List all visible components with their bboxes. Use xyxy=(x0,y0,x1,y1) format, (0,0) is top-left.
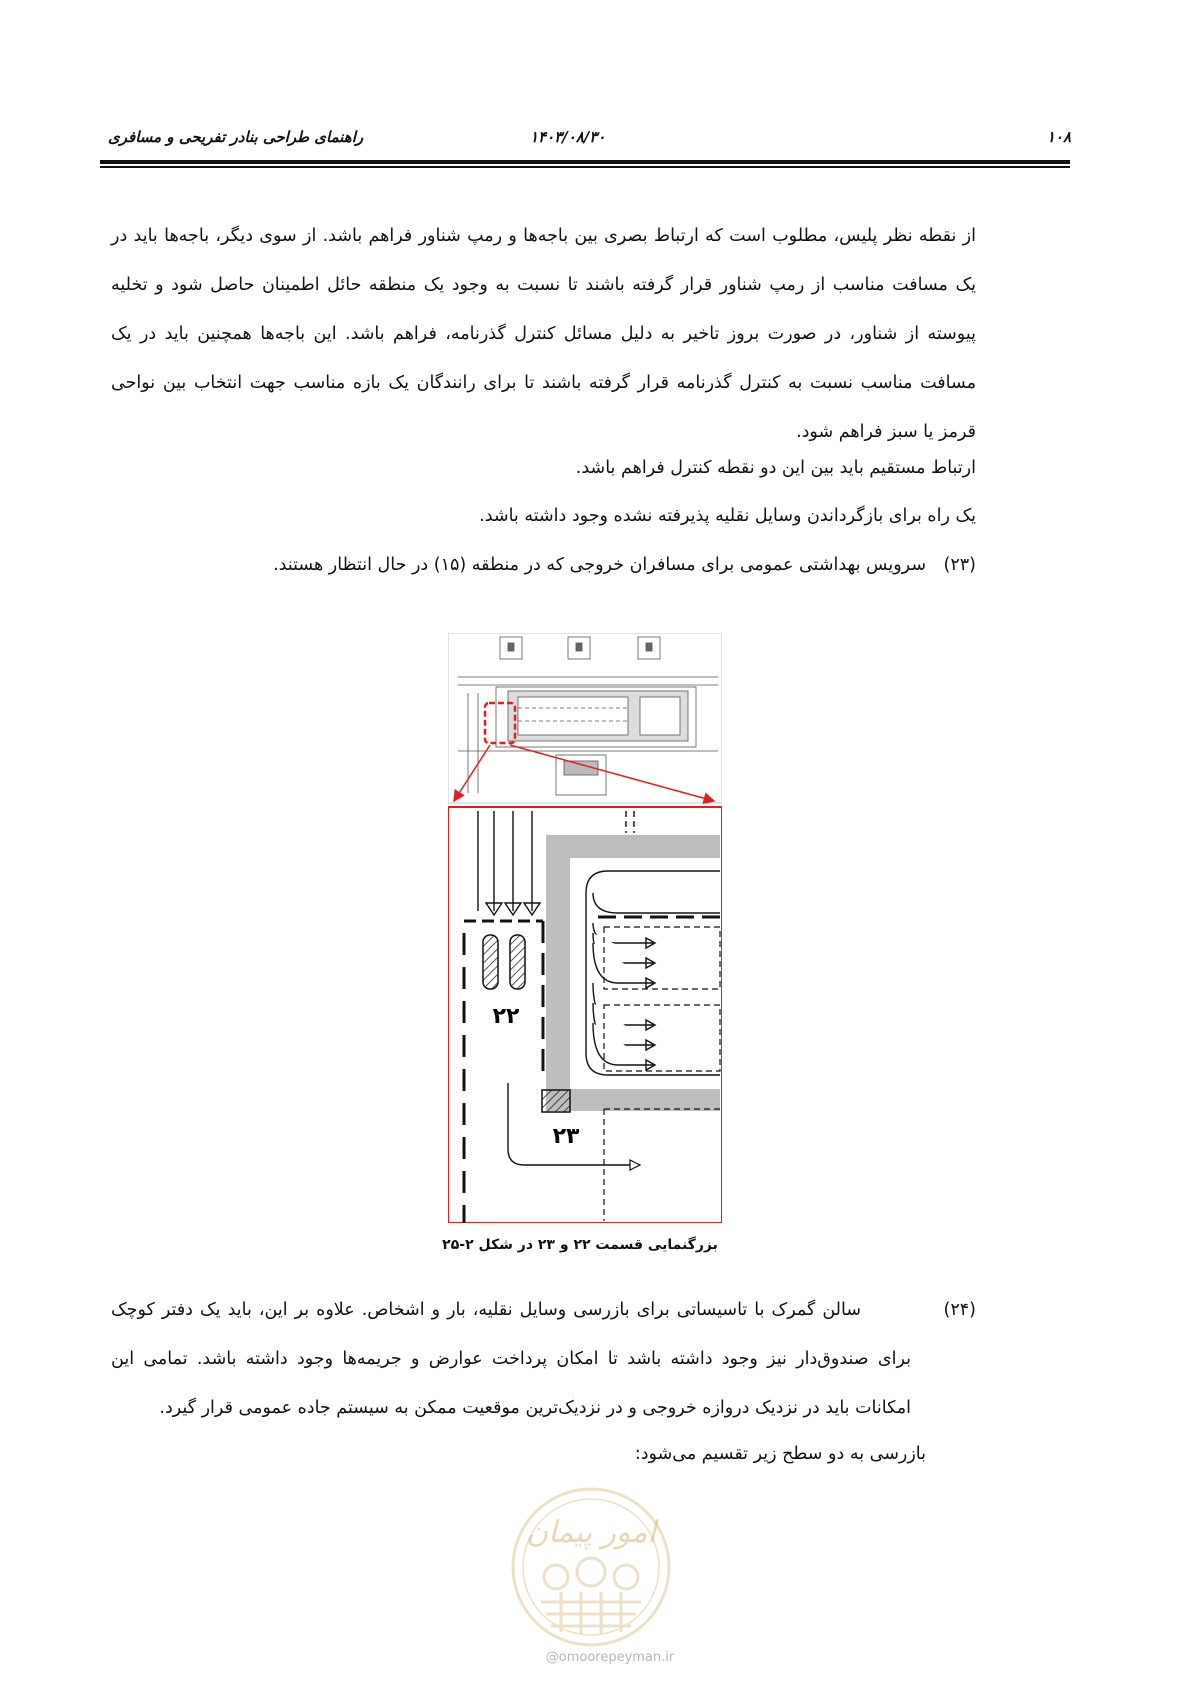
watermark-url: @omoorepeyman.ir xyxy=(545,1650,675,1665)
text-direct-link: ارتباط مستقیم باید بین این دو نقطه کنترل فراهم باشد. xyxy=(575,458,976,478)
figure-caption: بزرگنمایی قسمت ۲۲ و ۲۳ در شکل ۲-۲۵ xyxy=(442,1237,718,1253)
watermark-logo xyxy=(491,1482,691,1652)
page-number: ۱۰۸ xyxy=(1046,128,1071,146)
text-return-route: یک راه برای بازگرداندن وسایل نقلیه پذیرفته نشده وجود داشته باشد. xyxy=(479,506,976,526)
item-23-text: سرویس بهداشتی عمومی برای مسافران خروجی که در منطقه (۱۵) در حال انتظار هستند. xyxy=(273,555,926,575)
running-title: راهنمای طراحی بنادر تفریحی و مسافری xyxy=(108,128,364,146)
item-23-number: (۲۳) xyxy=(943,555,976,575)
text-inspection-levels: بازرسی به دو سطح زیر تقسیم می‌شود: xyxy=(634,1444,926,1464)
overview-plan xyxy=(448,633,722,803)
header-date: ۱۴۰۳/۰۸/۳۰ xyxy=(530,128,606,146)
detail-plan xyxy=(448,807,722,1223)
item-24-number: (۲۴) xyxy=(943,1300,976,1320)
paragraph-checkpoints: از نقطه نظر پلیس، مطلوب است که ارتباط بصری بین باجه‌ها و رمپ شناور فراهم باشد. از سوی دیگر، باجه‌ها باید در یک مسافت مناسب از رمپ شناور قرار گرفته باشند تا نسبت به وجود یک منطقه حائل اطمینان حاصل شود و تخلیه پیوسته از شناور، در صورت بروز تاخیر به دلیل مسائل کنترل گذرنامه، فراهم باشد. این باجه‌ها همچنین باید در یک مسافت مناسب نسبت به کنترل گذرنامه قرار گرفته باشند تا برای رانندگان یک بازه مناسب جهت انتخاب بین نواحی قرمز یا سبز فراهم شود. xyxy=(111,226,976,442)
item-24-text: سالن گمرک با تاسیساتی برای بازرسی وسایل نقلیه، بار و اشخاص. علاوه بر این، باید یک دفتر کوچک برای صندوق‌دار نیز وجود داشته باشد تا امکان پرداخت عوارض و جریمه‌ها وجود داشته باشد. تمامی این امکانات باید در نزدیک دروازه خروجی و در نزدیک‌ترین موقعیت ممکن به سیستم جاده عمومی قرار گیرد. xyxy=(111,1300,911,1418)
header-rule-thin xyxy=(100,166,1070,168)
label-23: ۲۳ xyxy=(552,1124,580,1149)
label-22: ۲۲ xyxy=(492,1004,520,1029)
watermark-logo-text: امور پیمان xyxy=(526,1515,656,1550)
figure-enlargement xyxy=(448,633,722,1223)
header-rule-thick xyxy=(100,160,1070,164)
